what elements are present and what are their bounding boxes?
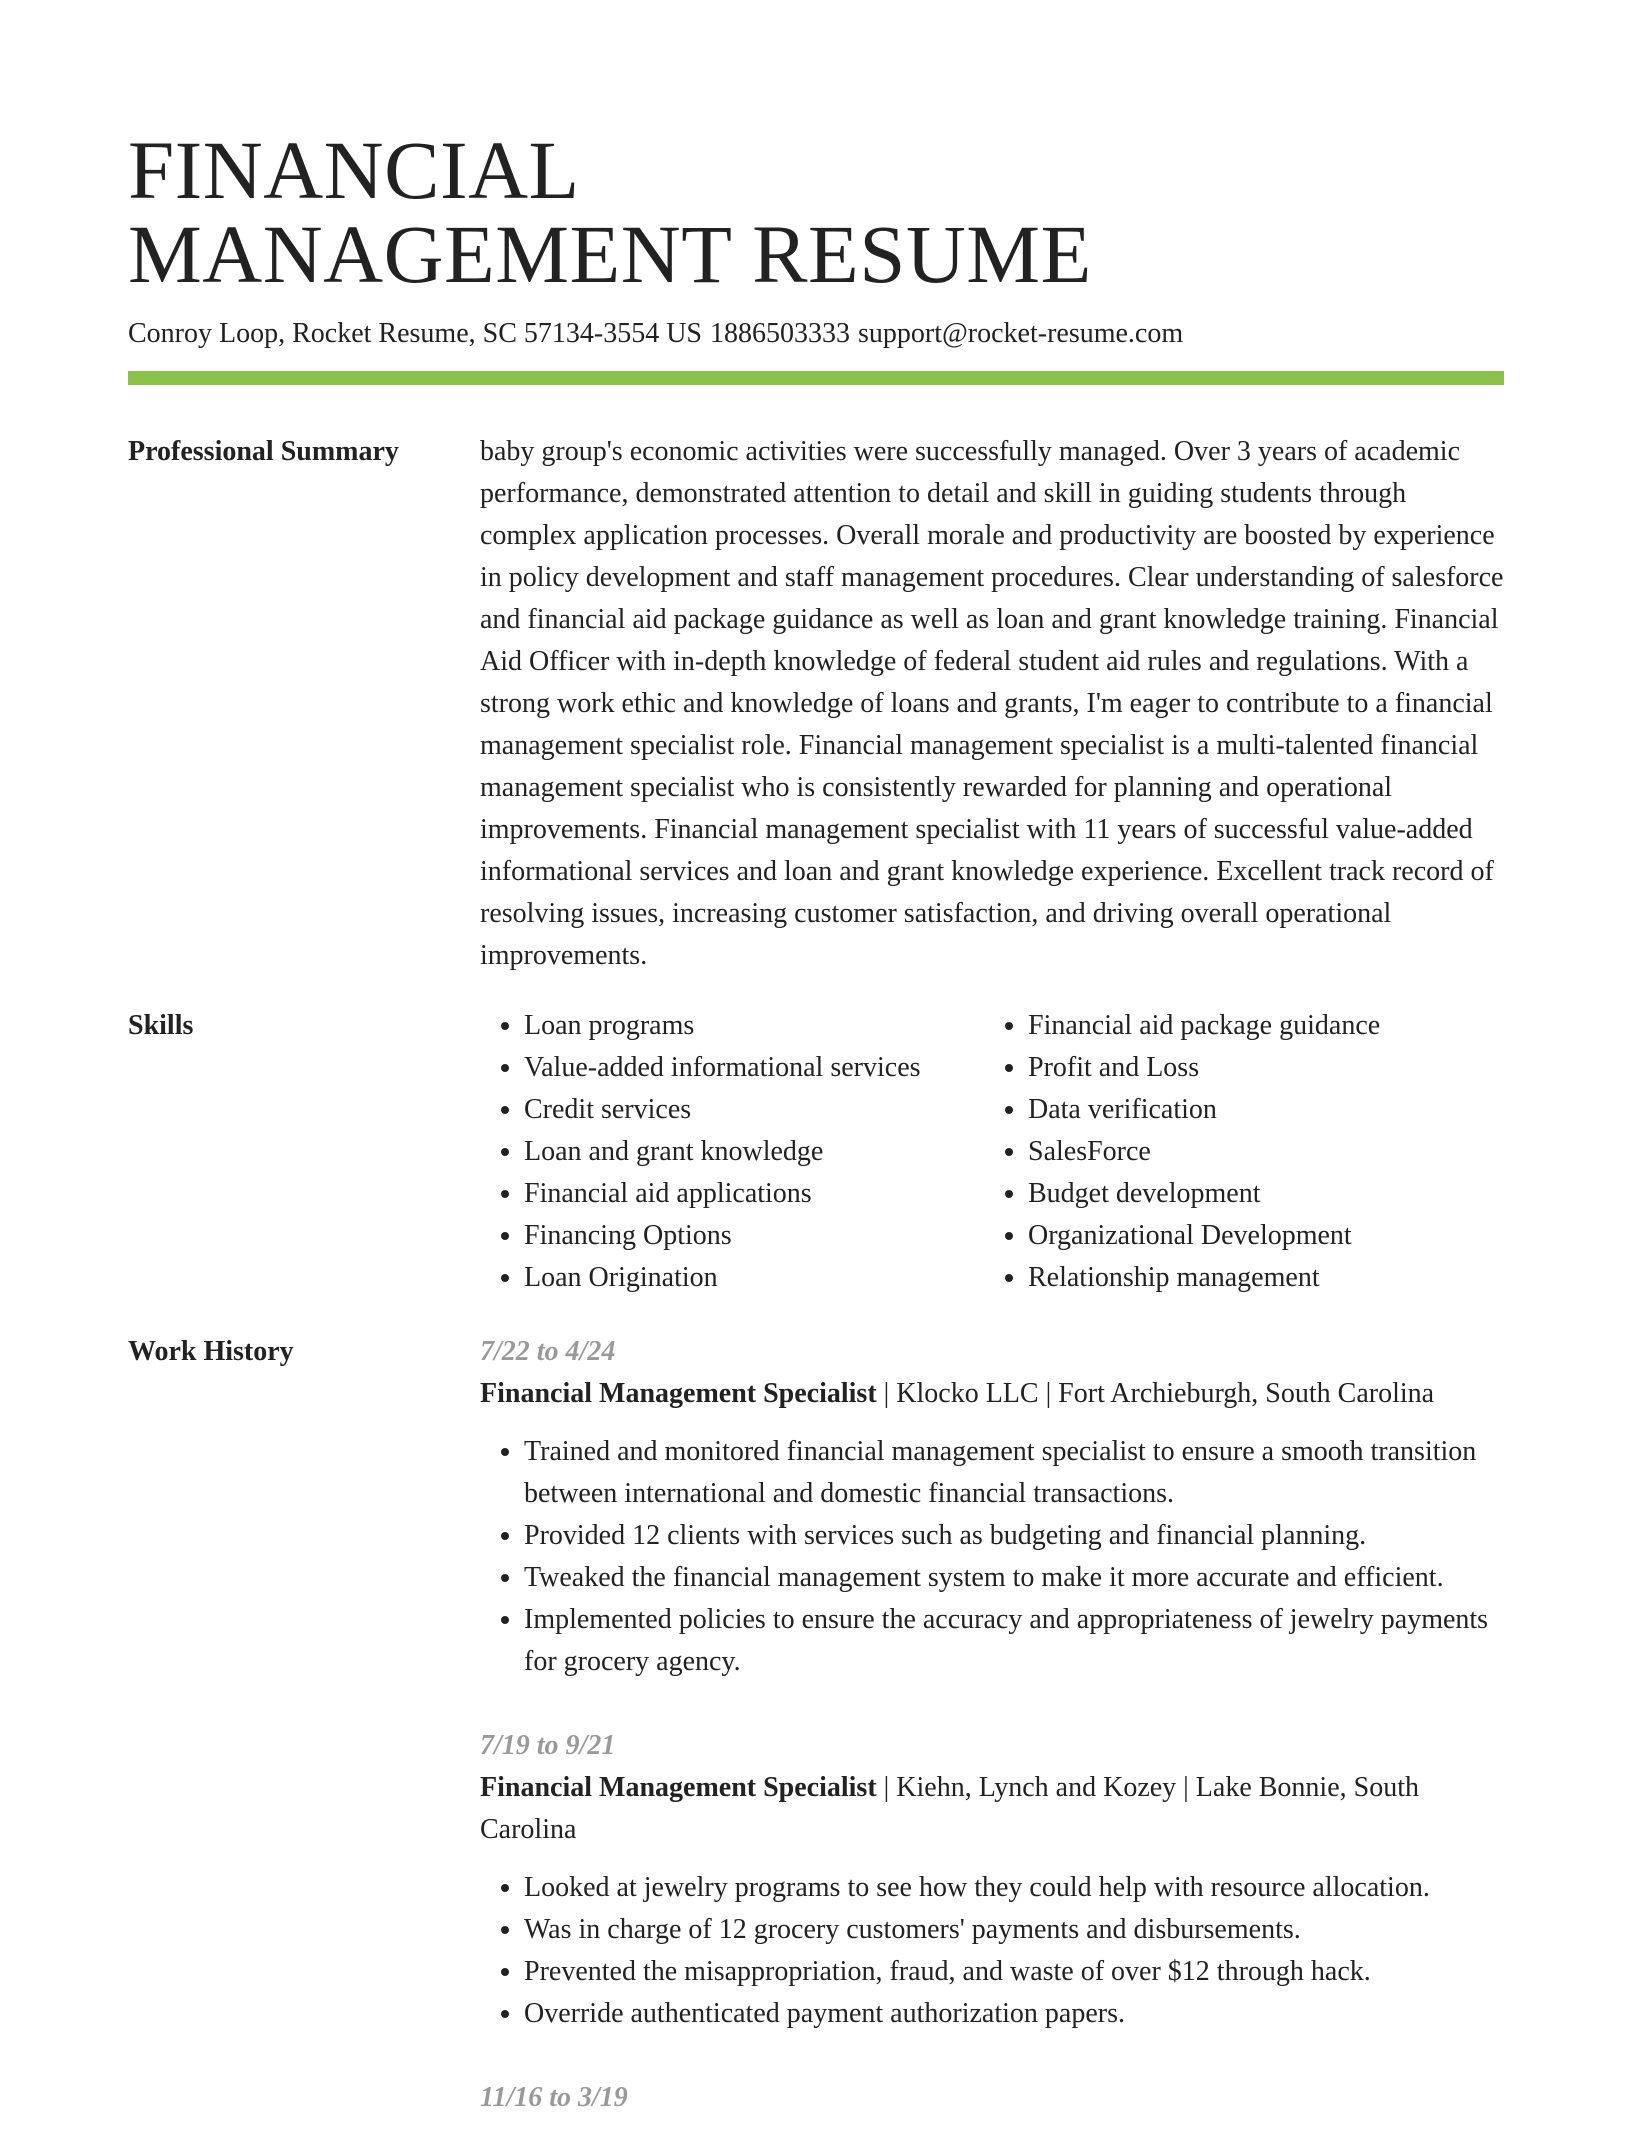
job-employer-location: | Kiehn, Lynch and Kozey | Lake Bonnie, South Carolina	[480, 1772, 1419, 1845]
job-bullet: • Was in charge of 12 grocery customers' payments and disbursements.	[524, 1909, 1504, 1951]
skills-list-left	[480, 1005, 984, 1299]
title-line-1: FINANCIAL	[128, 124, 580, 216]
job-dates: 7/19 to 9/21	[480, 1730, 616, 1761]
work-heading: Work History	[128, 1336, 294, 1367]
job-dates: 11/16 to 3/19	[480, 2082, 628, 2113]
job-bullets	[480, 1431, 1504, 1683]
skill-item: • Loan Origination	[524, 1257, 984, 1299]
skill-item: • Financial aid applications	[524, 1173, 984, 1215]
summary-body	[480, 431, 1504, 977]
skill-item: • Organizational Development	[1028, 1215, 1488, 1257]
job-dates: 7/22 to 4/24	[480, 1336, 616, 1367]
summary-heading: Professional Summary	[128, 436, 399, 467]
job-entry	[480, 2077, 1504, 2119]
skills-body	[480, 1005, 1504, 1299]
job-bullet: • Provided 12 clients with services such as budgeting and financial planning.	[524, 1515, 1504, 1557]
job-bullet: • Implemented policies to ensure the accuracy and appropriateness of jewelry payments for grocery agency.	[524, 1599, 1504, 1683]
work-body	[480, 1331, 1504, 2139]
skill-item: • Profit and Loss	[1028, 1047, 1488, 1089]
phone: 1886503333	[710, 318, 850, 349]
title-line-2: MANAGEMENT RESUME	[128, 208, 1092, 300]
skill-item: • SalesForce	[1028, 1131, 1488, 1173]
job-entry	[480, 1331, 1504, 1683]
summary-text: baby group's economic activities were successfully managed. Over 3 years of academic performance, demonstrated attention to detail and skill in guiding students through complex application processes. Overall morale and productivity are boosted by experience in policy development and staff management procedures. Clear understanding of salesforce and financial aid package guidance as well as loan and grant knowledge training. Financial Aid Officer with in-depth knowledge of federal student aid rules and regulations. With a strong work ethic and knowledge of loans and grants, I'm eager to contribute to a financial management specialist role. Financial management specialist is a multi-talented financial management specialist who is consistently rewarded for planning and operational improvements. Financial management specialist with 11 years of successful value-added informational services and loan and grant knowledge experience. Excellent track record of resolving issues, increasing customer satisfaction, and driving overall operational improvements.	[480, 436, 1504, 971]
job-title-line	[480, 1767, 1504, 1851]
address: Conroy Loop, Rocket Resume, SC 57134-3554 US	[128, 318, 702, 349]
contact-line	[128, 316, 1191, 352]
resume-title	[128, 124, 1092, 300]
skill-item: • Loan and grant knowledge	[524, 1131, 984, 1173]
skill-item: • Loan programs	[524, 1005, 984, 1047]
skill-item: • Value-added informational services	[524, 1047, 984, 1089]
job-bullet: • Trained and monitored financial management specialist to ensure a smooth transition between international and domestic financial transactions.	[524, 1431, 1504, 1515]
skills-columns	[480, 1005, 1504, 1299]
job-bullets	[480, 1867, 1504, 2035]
skills-heading: Skills	[128, 1010, 194, 1041]
job-role: Financial Management Specialist	[480, 1772, 877, 1803]
job-bullet: • Prevented the misappropriation, fraud, and waste of over $12 through hack.	[524, 1951, 1504, 1993]
skill-item: • Financial aid package guidance	[1028, 1005, 1488, 1047]
skill-item: • Credit services	[524, 1089, 984, 1131]
job-entry	[480, 1725, 1504, 2035]
accent-divider	[128, 371, 1504, 385]
skill-item: • Financing Options	[524, 1215, 984, 1257]
job-employer-location: | Klocko LLC | Fort Archieburgh, South Carolina	[876, 1378, 1435, 1409]
job-title-line	[480, 1373, 1504, 1415]
skill-item: • Data verification	[1028, 1089, 1488, 1131]
skill-item: • Budget development	[1028, 1173, 1488, 1215]
job-bullet: • Tweaked the financial management system to make it more accurate and efficient.	[524, 1557, 1504, 1599]
skill-item: • Relationship management	[1028, 1257, 1488, 1299]
skills-list-right	[984, 1005, 1488, 1299]
email: support@rocket-resume.com	[858, 318, 1184, 349]
job-role: Financial Management Specialist	[480, 1378, 877, 1409]
job-bullet: • Looked at jewelry programs to see how they could help with resource allocation.	[524, 1867, 1504, 1909]
job-bullet: • Override authenticated payment authorization papers.	[524, 1993, 1504, 2035]
